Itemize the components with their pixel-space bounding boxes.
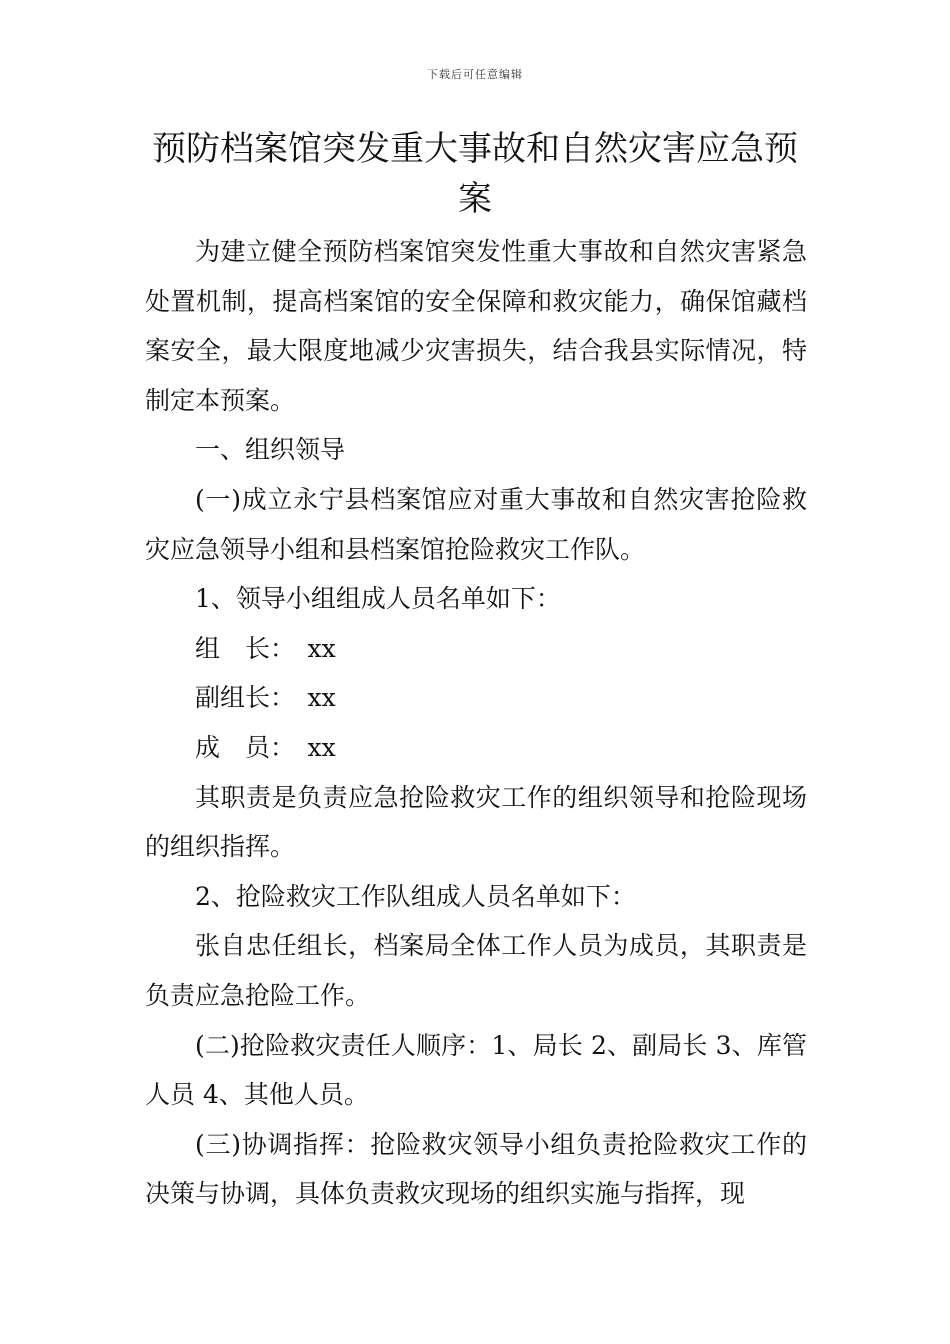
list-heading-rescue-team: 2、抢险救灾工作队组成人员名单如下： [195,881,636,911]
page-header-note: 下载后可任意编辑 [427,68,523,81]
paragraph-leadership-duties: 其职责是负责应急抢险救灾工作的组织领导和抢险现场的组织指挥。 [145,782,807,862]
paragraph-coordination: (三)协调指挥：抢险救灾领导小组负责抢险救灾工作的决策与协调，具体负责救灾现场的组织实施与指挥，现 [145,1129,807,1209]
paragraph-establish-groups: (一)成立永宁县档案馆应对重大事故和自然灾害抢险救灾应急领导小组和县档案馆抢险救灾工作队。 [145,484,807,564]
member-leader: 组 长： xx [195,633,336,663]
document-title: 预防档案馆突发重大事故和自然灾害应急预案 [152,129,798,219]
section-heading-organization: 一、组织领导 [195,435,346,465]
paragraph-rescue-team: 张自忠任组长，档案局全体工作人员为成员，其职责是负责应急抢险工作。 [145,931,807,1010]
list-heading-leadership-group: 1、领导小组组成人员名单如下： [195,584,561,614]
member-members: 成 员： xx [195,732,336,762]
paragraph-intro: 为建立健全预防档案馆突发性重大事故和自然灾害紧急处置机制，提高档案馆的安全保障和救灾能力，确保馆藏档案安全，最大限度地减少灾害损失，结合我县实际情况，特制定本预案。 [145,237,807,415]
document-body [145,227,807,1219]
paragraph-responsibility-order: (二)抢险救灾责任人顺序：1、局长 2、副局长 3、库管人员 4、其他人员。 [145,1030,807,1110]
member-deputy-leader: 副组长： xx [195,683,336,713]
